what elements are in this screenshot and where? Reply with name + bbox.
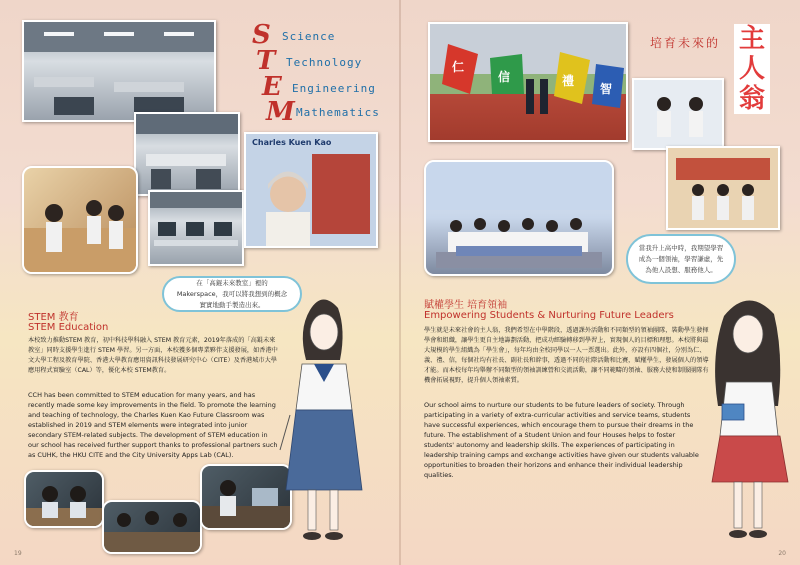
award-photo (666, 146, 780, 230)
students-robot-illustration (104, 502, 200, 552)
leaders-group-photo (424, 160, 614, 276)
student-interview-illustration (634, 80, 722, 148)
right-title-char-3: 翁 (738, 84, 765, 114)
makerspace-illustration (136, 114, 238, 194)
classroom-illustration (24, 22, 214, 120)
flag-char-3: 禮 (562, 74, 575, 88)
teacher-photo-sign: Charles Kuen Kao (252, 138, 332, 147)
stem-letter-s: S (252, 20, 271, 50)
computer-room-photo (148, 190, 244, 266)
stem-letter-t: T (256, 46, 276, 76)
student-interview-photo (632, 78, 724, 150)
student-union-flags-photo (428, 22, 628, 142)
flag-char-2: 信 (498, 70, 511, 84)
makerspace-photo (134, 112, 240, 196)
students-robot-photo (102, 500, 202, 554)
students-lab-photo (22, 166, 138, 274)
page-spine (399, 0, 401, 565)
left-student-drawing (272, 290, 372, 550)
classroom-photo (22, 20, 216, 122)
stem-letter-e: E (262, 72, 282, 102)
student-union-flags-illustration (430, 24, 626, 140)
stem-word-mathematics: Mathematics (296, 106, 380, 119)
award-illustration (668, 148, 778, 228)
leaders-body-zh: 學生就是未來社會的主人翁，我們希望在中學階段，透過課外活動和不同類型的領袖團隊，裝動學生發揮學會和組織，讓學生更自主地籌劃活動，把成功經驗轉移到學習上，實現個人的目標和理想。本校將與最大規模的學生組織為「學生會」，每年均由全校同學以一人一票選出。此外，亦設有四個社，分別為仁、義、禮、信，每個社均有社長、副社長和幹事，透過不同的社際活動和比賽，賦權學生，發展個人的領導才能。而本校每年均舉辦不同類型的領袖訓練營和交流活動，讓不同範疇的領袖、服務大使和制服團隊有機會拓展視野，提升個人領袖素質。 (424, 327, 709, 384)
left-speech-bubble: 在「高錕未來教室」裡的Makerspace，我可以將我想到的概念實實地動手製造出來。 (162, 276, 302, 312)
stem-word-technology: Technology (286, 56, 363, 69)
leaders-heading-en: Empowering Students & Nurturing Future Leaders (424, 310, 674, 321)
stem-letter-m: M (266, 97, 295, 127)
right-student-drawing (700, 286, 796, 550)
computer-room-illustration (150, 192, 242, 264)
students-circuit-photo (24, 470, 104, 528)
stem-body-en: CCH has been committed to STEM education for many years, and has recently made some key improvements in the field. To promote the learning and teaching of technology, the Charles Kuen Kao Future Classroom was established in 2019 and STEM elements were integrated into junior secondary STEM-related subjects. The development of STEM education in our school has received further support thanks to professional partners such as CUHK, the HKU CITE and the City University Apps Lab (CAL). (28, 391, 278, 459)
teacher-illustration (246, 134, 376, 246)
right-title-big (734, 24, 770, 114)
teacher-photo (244, 132, 378, 248)
page-number-left: 19 (14, 550, 22, 557)
students-lab-illustration (24, 168, 136, 272)
stem-body-zh: 本校致力推動STEM 教育，初中科技學科融入 STEM 教育元素，2019年落成的「高錕未來教室」同時支援學生進行 STEM 學習。另一方面，本校獲多個專業夥伴支援發展，如香港中文大學工程及教育學院、香港大學教育應用資訊科技發展研究中心（CITE）及香港城市大學應用程式實驗室（CAL）等，優化本校 STEM教育。 (28, 337, 278, 374)
students-circuit-illustration (26, 472, 102, 526)
right-title-small: 培育未來的 (650, 36, 721, 50)
stem-heading-en: STEM Education (28, 322, 109, 333)
leaders-heading-zh: 賦權學生 培育領袖 (424, 300, 508, 311)
stem-word-engineering: Engineering (292, 82, 376, 95)
page-number-right: 20 (778, 550, 786, 557)
stem-word-science: Science (282, 30, 336, 43)
flag-char-1: 仁 (452, 60, 465, 74)
leaders-group-illustration (426, 162, 612, 274)
right-speech-bubble: 當我升上高中時，我期望學習成為一個領袖，學習謙虛，先為他人設想、服務他人。 (626, 234, 736, 284)
stem-heading-zh: STEM 教育 (28, 312, 79, 323)
leaders-body-en: Our school aims to nurture our students to be future leaders of society. Through participating in a variety of extra-curricular activities and service teams, students have successful experiences, which encourage them to pursue their dreams in the future. The establishment of a Student Union and four Houses helps to foster students' autonomy and leadership skills. The experiences of participating in leadership training camps and exchange activities have given our students valuable opportunities to broaden their horizons and enhance their individual leadership qualities. (424, 401, 699, 479)
right-title-char-2: 人 (738, 54, 765, 84)
right-title-char-1: 主 (738, 24, 765, 54)
flag-char-4: 智 (600, 82, 613, 96)
